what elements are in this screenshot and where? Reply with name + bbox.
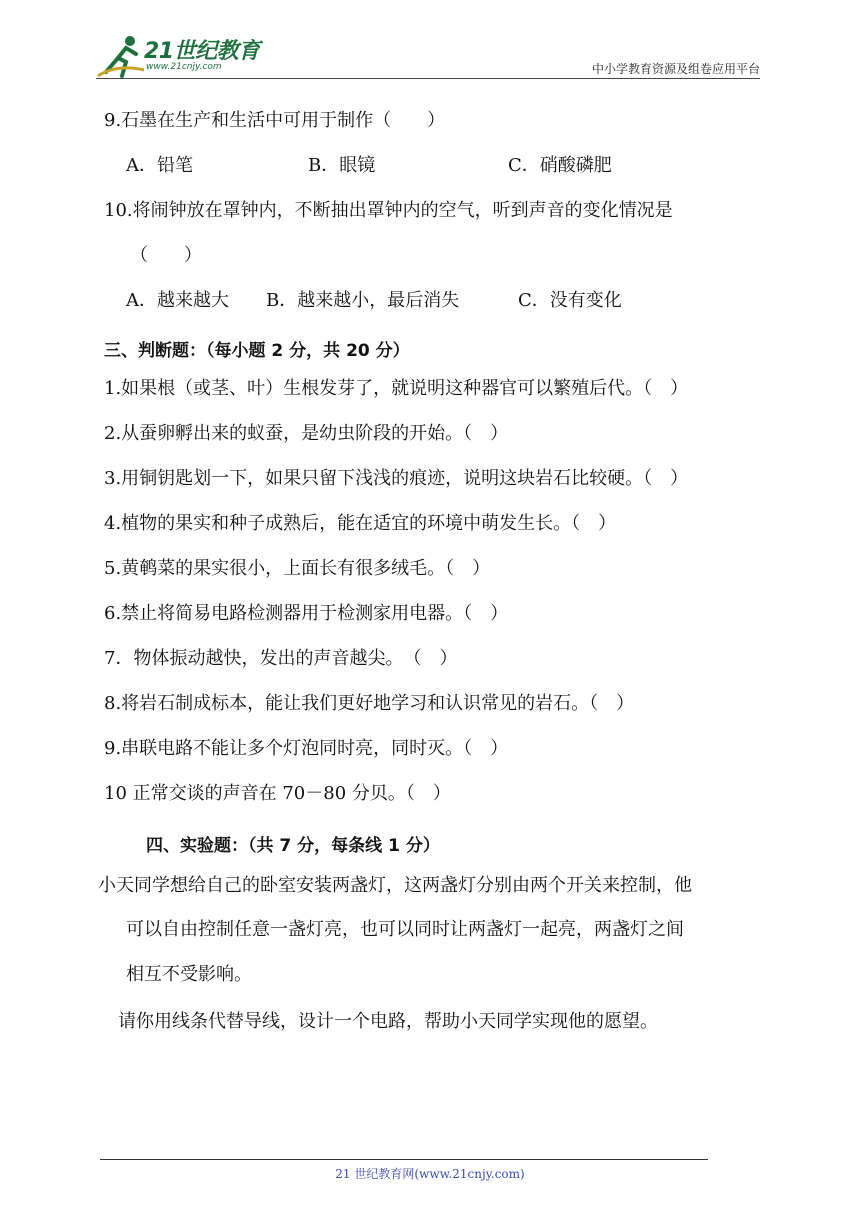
site-logo [96,32,266,78]
experiment-text-line: 可以自由控制任意一盏灯亮，也可以同时让两盏灯一起亮，两盏灯之间 [126,919,684,940]
footer-divider [100,1159,708,1160]
question-choice-10-blank: （ ） [130,245,202,266]
judge-item: 8.将岩石制成标本，能让我们更好地学习和认识常见的岩石。（ ） [104,693,635,714]
judge-item: 10 正常交谈的声音在 70－80 分贝。（ ） [104,783,451,804]
judge-item: 3.用铜钥匙划一下，如果只留下浅浅的痕迹，说明这块岩石比较硬。（ ） [104,468,689,489]
page-footer: 21 世纪教育网(www.21cnjy.com) [335,1167,525,1181]
judge-item: 7．物体振动越快，发出的声音越尖。 （ ） [104,648,458,669]
option-a: A．越来越大 [126,290,229,311]
runner-logo-icon [96,32,146,78]
platform-name: 中小学教育资源及组卷应用平台 [591,62,760,76]
judge-item: 6.禁止将简易电路检测器用于检测家用电器。（ ） [104,603,509,624]
option-b: B．眼镜 [308,155,376,176]
header-divider [96,78,760,79]
option-a: A．铅笔 [126,155,193,176]
option-b: B．越来越小，最后消失 [266,290,460,311]
page-header [96,30,760,80]
section-heading-judge: 三、判断题：（每小题 2 分，共 20 分） [104,341,410,361]
judge-item: 2.从蚕卵孵出来的蚁蚕，是幼虫阶段的开始。（ ） [104,423,509,444]
experiment-text-line: 小天同学想给自己的卧室安装两盏灯，这两盏灯分别由两个开关来控制，他 [98,875,692,896]
judge-item: 1.如果根（或茎、叶）生根发芽了，就说明这种器官可以繁殖后代。（ ） [104,378,689,399]
option-c: C．没有变化 [518,290,622,311]
judge-item: 5.黄鹌菜的果实很小，上面长有很多绒毛。（ ） [104,558,491,579]
judge-item: 9.串联电路不能让多个灯泡同时亮，同时灭。（ ） [104,738,509,759]
judge-item: 4.植物的果实和种子成熟后，能在适宜的环境中萌发生长。（ ） [104,513,617,534]
experiment-instruction: 请你用线条代替导线，设计一个电路，帮助小天同学实现他的愿望。 [118,1011,658,1032]
question-choice-10: 10.将闹钟放在罩钟内，不断抽出罩钟内的空气，听到声音的变化情况是 [104,200,673,221]
logo-url: www.21cnjy.com [146,62,222,72]
option-c: C．硝酸磷肥 [508,155,612,176]
experiment-text-line: 相互不受影响。 [126,964,252,985]
section-heading-experiment: 四、实验题：（共 7 分，每条线 1 分） [146,836,440,856]
question-choice-9: 9.石墨在生产和生活中可用于制作（ ） [104,110,446,131]
logo-text: 21世纪教育 [144,39,260,64]
